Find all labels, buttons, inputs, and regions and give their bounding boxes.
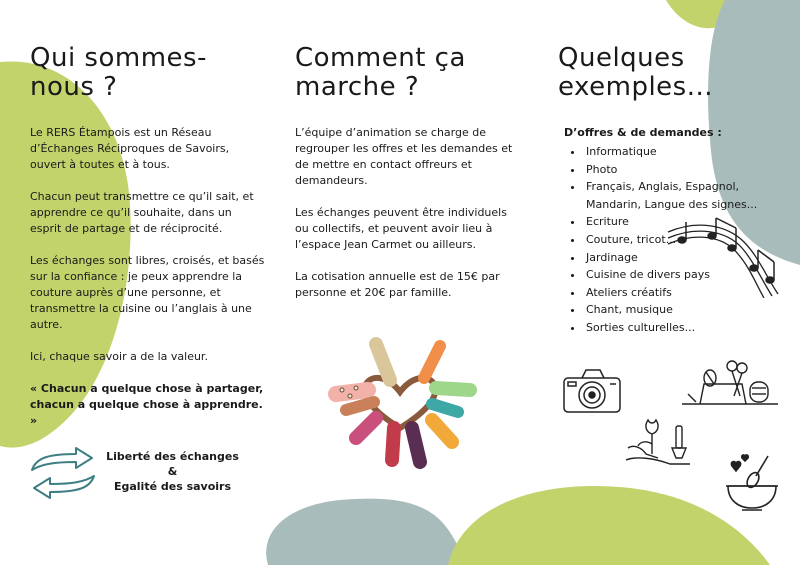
sewing-basket-icon [680,356,780,408]
motto-line-1: Liberté des échanges [106,450,239,463]
title-line-1: Quelques [558,43,685,73]
motto-line-3: Egalité des savoirs [113,480,232,493]
title-line-2: marche ? [295,72,420,102]
column-who-we-are [30,44,265,429]
title-line-1: Qui sommes- [30,43,207,73]
title-how-it-works [295,44,517,102]
music-notes-icon [666,214,784,298]
location-paragraph: Les échanges peuvent être individuels ou collectifs, et peuvent avoir lieu à l’espace Jean Carmet ou ailleurs. [295,206,507,251]
motto-quote: « Chacun a quelque chose à partager, chacun a quelque chose à apprendre. » [30,382,264,427]
exchange-arrows-icon [26,446,100,500]
motto-block [100,449,245,494]
list-item: • Couture, tricot... [584,231,764,249]
title-line-2: exemples... [558,72,714,102]
value-paragraph: Ici, chaque savoir a de la valeur. [30,350,208,363]
camera-icon [560,366,626,418]
list-item: • Informatique [584,143,764,161]
transmit-paragraph: Chacun peut transmettre ce qu’il sait, et apprendre ce qu’il souhaite, dans un esprit de partage et de réciprocité. [30,190,254,235]
fee-paragraph: La cotisation annuelle est de 15€ par personne et 20€ par famille. [295,270,500,299]
intro-paragraph: Le RERS Étampois est un Réseau d’Échanges Réciproques de Savoirs, ouvert à toutes et à tous. [30,126,230,171]
list-item: • Sorties culturelles... [584,319,764,337]
title-line-2: nous ? [30,72,118,102]
list-item: • Jardinage [584,249,764,267]
list-heading: D’offres & de demandes : [564,126,722,139]
title-line-1: Comment ça [295,43,466,73]
exchanges-paragraph: Les échanges sont libres, croisés, et basés sur la confiance : je peux apprendre la couture auprès d’une personne, et transmettre la cuisine ou l’anglais à une autre. [30,254,265,331]
column-how-it-works [295,44,517,301]
gardening-icon [624,414,694,470]
team-paragraph: L’équipe d’animation se charge de regrouper les offres et les demandes et de mettre en contact offreurs et demandeurs. [295,126,513,187]
list-item: • Photo [584,161,764,179]
title-who-we-are [30,44,265,102]
motto-line-2: & [167,465,178,478]
title-examples [558,44,770,102]
list-item: • Cuisine de divers pays [584,266,764,284]
list-item: • Français, Anglais, Espagnol, Mandarin, Langue des signes... [584,178,764,213]
list-item: • Ecriture [584,213,764,231]
blue-blob-bottom [266,499,465,565]
mixing-bowl-icon [722,450,782,514]
list-item: • Ateliers créatifs [584,284,764,302]
list-item: • Chant, musique [584,301,764,319]
hands-heart-icon [328,332,478,474]
